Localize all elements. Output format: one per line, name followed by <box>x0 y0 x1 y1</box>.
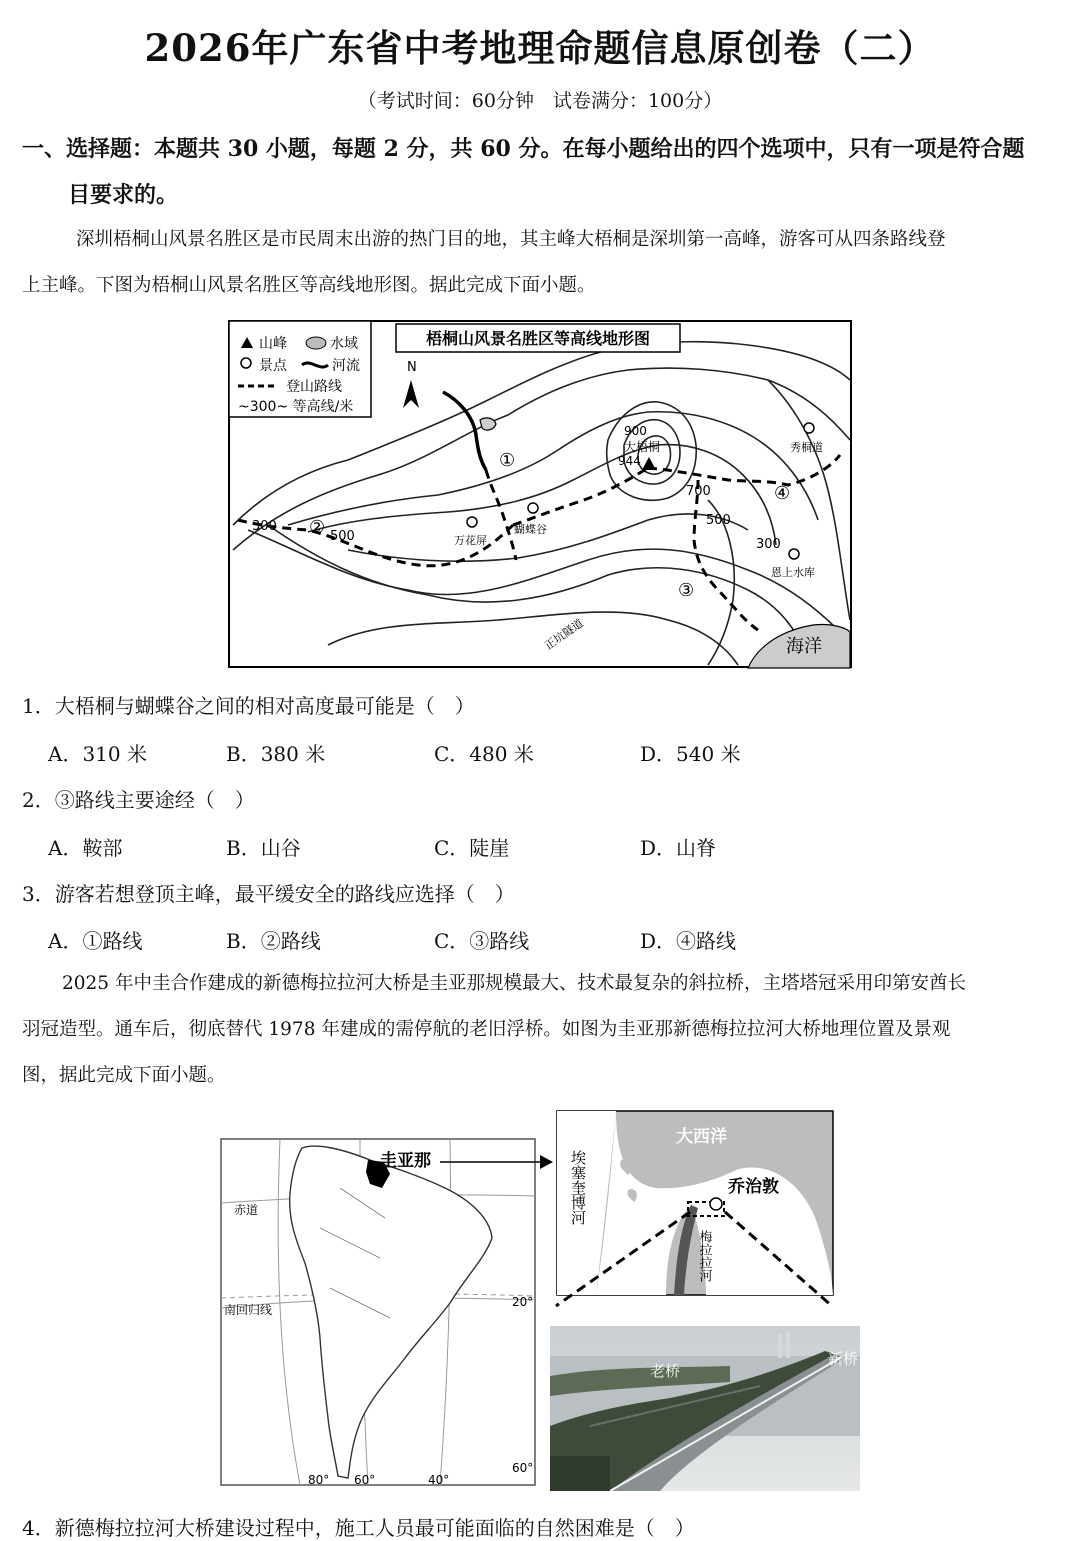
exam-info: （考试时间：60分钟 试卷满分：100分） <box>357 90 723 112</box>
legend-peak: 山峰 <box>259 336 287 352</box>
legend-spot: 景点 <box>259 358 287 374</box>
xiutongdao-spot-icon <box>804 423 814 433</box>
lon-40-label: 40° <box>428 1473 450 1487</box>
north-label: N <box>407 360 417 375</box>
water-legend-icon <box>306 337 326 349</box>
lon-60-label: 60° <box>354 1473 376 1487</box>
page-title: 2026年广东省中考地理命题信息原创卷（二） <box>144 26 936 70</box>
new-bridge-label: 新桥 <box>828 1350 859 1368</box>
q3-option-b[interactable]: B．②路线 <box>226 929 321 953</box>
question-2: 2．③路线主要途经（ ） <box>22 788 255 812</box>
route-1-marker: ① <box>499 450 516 471</box>
passage2-line2: 羽冠造型。通车后，彻底替代 1978 年建成的需停航的老旧浮桥。如图为圭亚那新德梅拉拉河大桥地理位置及景观 <box>22 1019 951 1040</box>
q2-option-b[interactable]: B．山谷 <box>226 836 301 860</box>
hudiegu-spot-icon <box>528 503 538 513</box>
demerara-label: 梅拉拉河 <box>696 1230 712 1282</box>
question-3: 3．游客若想登顶主峰，最平缓安全的路线应选择（ ） <box>22 882 515 906</box>
atlantic-label: 大西洋 <box>676 1127 727 1147</box>
section-heading-cont: 目要求的。 <box>68 182 179 208</box>
q3-option-c[interactable]: C．③路线 <box>434 929 530 953</box>
map1-title: 梧桐山风景名胜区等高线地形图 <box>425 329 651 348</box>
old-bridge-label: 老桥 <box>650 1362 681 1380</box>
wanhuaping-spot-icon <box>467 517 477 527</box>
contour-500-west: 500 <box>330 529 355 544</box>
route-2-marker: ② <box>309 517 326 538</box>
q2-option-c[interactable]: C．陡崖 <box>434 836 510 860</box>
spot-legend-icon <box>241 358 251 368</box>
q3-option-d[interactable]: D．④路线 <box>640 929 737 953</box>
tunnel-label: 正坑隧道 <box>542 616 586 653</box>
legend-trail: 登山路线 <box>286 379 342 395</box>
legend-river: 河流 <box>332 358 360 374</box>
lon-80-label: 80° <box>308 1473 330 1487</box>
passage1-line1: 深圳梧桐山风景名胜区是市民周末出游的热门目的地，其主峰大梧桐是深圳第一高峰，游客可从四条路线登 <box>76 229 946 250</box>
contour-map <box>228 320 852 670</box>
q1-option-b[interactable]: B．380 米 <box>226 742 326 766</box>
q1-option-c[interactable]: C．480 米 <box>434 742 534 766</box>
route-3-marker: ③ <box>678 580 695 601</box>
lat-20-label: 20° <box>512 1295 534 1309</box>
georgetown-icon <box>710 1198 722 1210</box>
lat-60-label: 60° <box>512 1461 534 1475</box>
route-4-marker: ④ <box>774 483 791 504</box>
equator-label: 赤道 <box>234 1203 259 1217</box>
spot-hudiegu: 蝴蝶谷 <box>514 523 547 536</box>
bridge-photo <box>550 1326 860 1491</box>
contour-300-east: 300 <box>756 537 781 552</box>
spot-xiutongdao: 秀桐道 <box>790 441 823 454</box>
contour-300-west: 300 <box>252 519 277 534</box>
georgetown-label: 乔治敦 <box>728 1177 779 1197</box>
south-america-map <box>220 1138 536 1488</box>
tropic-label: 南回归线 <box>224 1303 273 1317</box>
passage2-line1: 2025 年中圭合作建成的新德梅拉拉河大桥是圭亚那规模最大、技术最复杂的斜拉桥，主塔塔冠采用印第安酋长 <box>62 973 966 994</box>
q2-option-a[interactable]: A．鞍部 <box>48 836 123 860</box>
peak-name: 大梧桐 <box>624 440 661 454</box>
guyana-label: 圭亚那 <box>380 1151 431 1171</box>
ocean-label: 海洋 <box>786 636 822 657</box>
projection-lines <box>550 1210 840 1310</box>
passage1-line2: 上主峰。下图为梧桐山风景名胜区等高线地形图。据此完成下面小题。 <box>22 275 596 296</box>
contour-700: 700 <box>686 484 711 499</box>
q3-option-a[interactable]: A．①路线 <box>48 929 143 953</box>
question-4: 4．新德梅拉拉河大桥建设过程中，施工人员最可能面临的自然困难是（ ） <box>22 1516 695 1540</box>
legend-contour: ~300~ 等高线/米 <box>238 399 354 415</box>
spot-wanhuaping: 万花屏 <box>454 534 487 547</box>
q2-option-d[interactable]: D．山脊 <box>640 836 717 860</box>
question-1: 1．大梧桐与蝴蝶谷之间的相对高度最可能是（ ） <box>22 694 475 718</box>
q1-option-d[interactable]: D．540 米 <box>640 742 741 766</box>
spot-enshang: 恩上水库 <box>771 566 815 579</box>
peak-height: 944 <box>618 454 641 468</box>
enshang-spot-icon <box>789 549 799 559</box>
q1-option-a[interactable]: A．310 米 <box>48 742 147 766</box>
pointer-arrow <box>440 1150 555 1174</box>
essequibo-label: 埃塞奎博河 <box>569 1150 587 1225</box>
legend-water: 水域 <box>330 336 358 352</box>
contour-500-east: 500 <box>706 513 731 528</box>
section-heading: 一、选择题：本题共 30 小题，每题 2 分，共 60 分。在每小题给出的四个选项中，只有一项是符合题 <box>22 136 1025 162</box>
contour-900: 900 <box>624 424 647 438</box>
passage2-line3: 图，据此完成下面小题。 <box>22 1065 226 1086</box>
